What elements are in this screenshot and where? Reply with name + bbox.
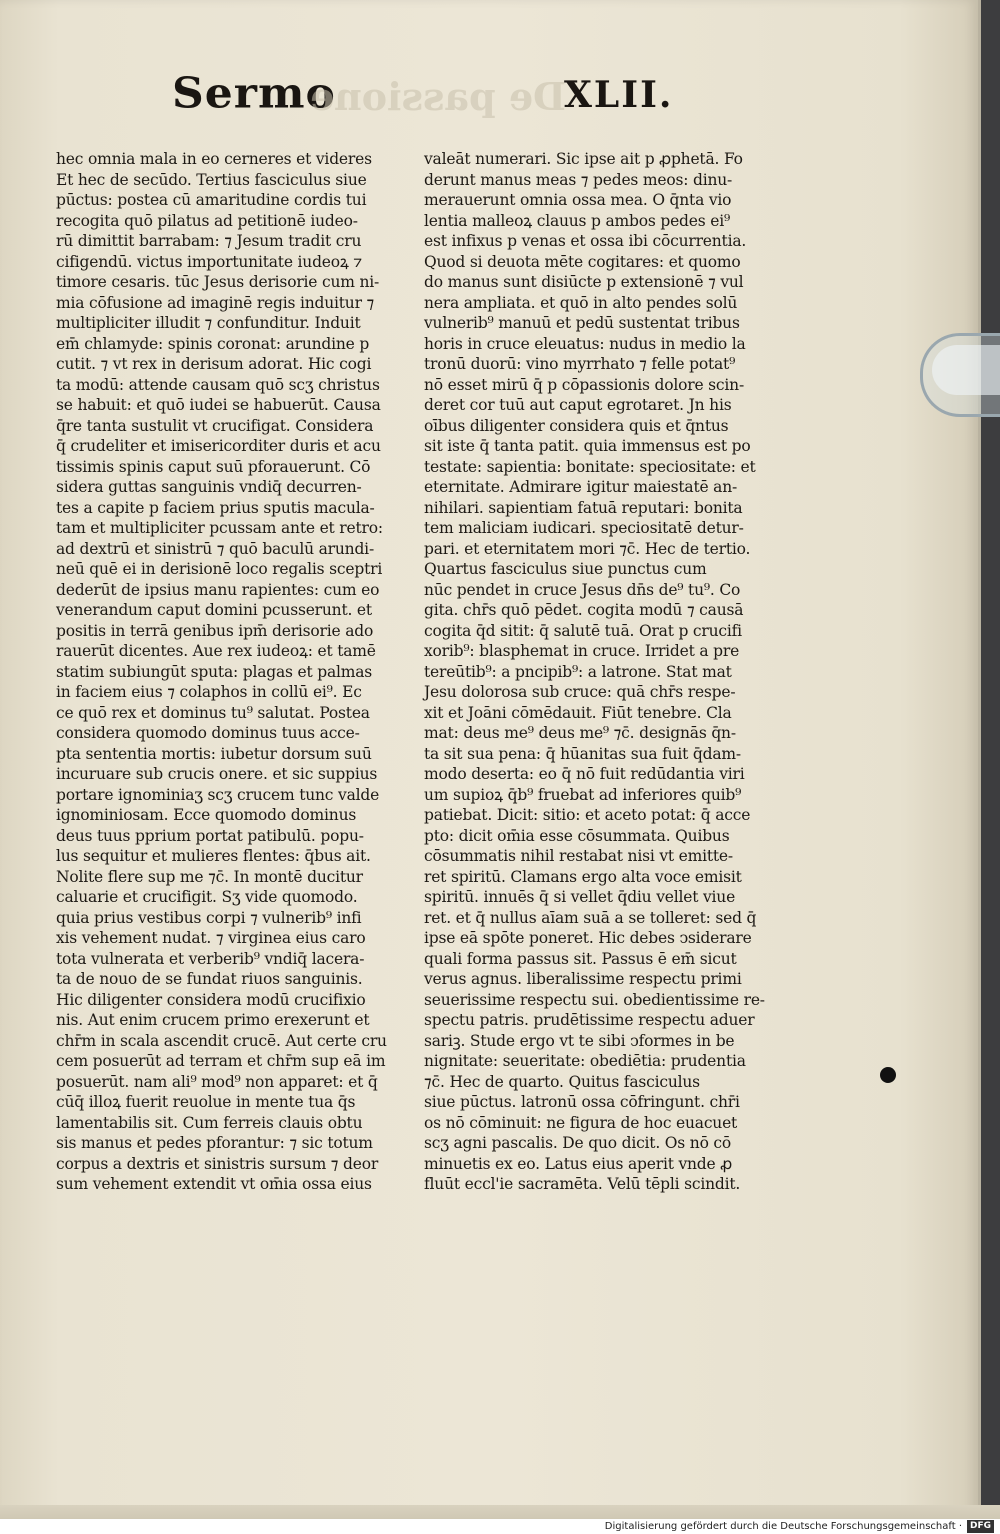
text-line: gita. chr̄s quō pēdet. cogita modū ⁊ causā <box>424 601 744 619</box>
dfg-logo: DFG <box>967 1520 994 1533</box>
text-line: tam et multipliciter pcussam ante et retro: <box>56 519 383 537</box>
text-line: cogita q̄d sitit: q̄ salutē tuā. Orat p crucifi <box>424 621 742 640</box>
text-line: lamentabilis sit. Cum ferreis clauis obtu <box>56 1113 363 1132</box>
text-line: Quod si deuota mēte cogitares: et quomo <box>424 252 741 271</box>
text-line: incuruare sub crucis onere. et sic suppius <box>56 765 378 783</box>
text-line: nihilari. sapientiam fatuā reputari: bonita <box>424 498 743 517</box>
show-through-text: De passione <box>310 74 566 119</box>
text-line: cōsummatis nihil restabat nisi vt emitte- <box>424 847 733 865</box>
text-line: siue pūctus. latronū ossa cōfringunt. chr̄i <box>424 1093 740 1111</box>
text-line: ta modū: attende causam quō scʒ christus <box>56 375 380 394</box>
text-line: pari. et eternitatem mori ⁊c̄. Hec de tertio. <box>424 539 751 558</box>
text-line: neū quē ei in derisionē loco regalis sceptri <box>56 560 383 578</box>
text-line: tota vulnerata et verberib⁹ vndiq̄ lacera- <box>56 949 365 968</box>
text-line: sum vehement extendit vt om̄ia ossa eius <box>56 1175 372 1193</box>
text-line: em̄ chlamyde: spinis coronat: arundine p <box>56 334 370 353</box>
text-line: ignominiosam. Ecce quomodo dominus <box>56 806 357 824</box>
text-line: minuetis ex eo. Latus eius aperit vnde ꝓ <box>424 1154 733 1173</box>
text-line: caluarie et crucifigit. Sʒ vide quomodo. <box>56 888 358 906</box>
text-line: q̄ crudeliter et imisericorditer duris et acu <box>56 437 381 455</box>
text-line: multipliciter illudit ⁊ confunditur. Induit <box>56 314 361 332</box>
text-line: positis in terrā genibus ipm̄ derisorie ado <box>56 621 374 640</box>
text-line: in faciem eius ⁊ colaphos in collū ei⁹. Ec <box>56 683 362 701</box>
text-line: corpus a dextris et sinistris sursum ⁊ deor <box>56 1154 379 1173</box>
text-line: spiritū. innuēs q̄ si vellet q̄diu vellet viue <box>424 888 736 906</box>
text-line: portare ignominiaʒ scʒ crucem tunc valde <box>56 785 380 804</box>
text-line: sariꝫ. Stude ergo vt te sibi ↄformes in be <box>424 1031 735 1050</box>
text-line: cutit. ⁊ vt rex in derisum adorat. Hic cogi <box>56 355 372 373</box>
text-line: ta sit sua pena: q̄ hūanitas sua fuit q̄dam- <box>424 744 741 763</box>
text-line: statim subiungūt sputa: plagas et palmas <box>56 662 373 681</box>
text-line: ad dextrū et sinistrū ⁊ quō baculū arundi- <box>56 539 374 558</box>
text-line: hec omnia mala in eo cerneres et videres <box>56 150 372 168</box>
left-text-column <box>56 149 404 1195</box>
text-line: ⁊c̄. Hec de quarto. Quitus fasciculus <box>424 1072 700 1091</box>
text-line: scʒ agni pascalis. De quo dicit. Os nō cō <box>424 1134 732 1152</box>
text-line: os nō cōminuit: ne figura de hoc euacuet <box>424 1113 738 1132</box>
running-title: Sermo <box>172 69 336 118</box>
text-line: venerandum caput domini pcusserunt. et <box>56 601 372 619</box>
text-line: q̄re tanta sustulit vt crucifigat. Considera <box>56 416 374 435</box>
text-line: ipse eā spōte poneret. Hic debes ↄsiderare <box>424 929 752 947</box>
text-line: modo deserta: eo q̄ nō fuit redūdantia viri <box>424 765 745 783</box>
text-line: tissimis spinis caput suū pforauerunt. Cō <box>56 457 371 476</box>
text-line: mat: deus me⁹ deus me⁹ ⁊c̄. designās q̄n- <box>424 724 736 742</box>
text-line: tem maliciam iudicari. speciositatē detur- <box>424 519 744 537</box>
text-line: merauerunt omnia ossa mea. O q̄nta vio <box>424 191 732 209</box>
text-line: pta sententia mortis: iubetur dorsum suū <box>56 744 372 763</box>
text-line: fluūt eccl'ie sacramēta. Velū tēpli scindit. <box>424 1175 741 1193</box>
text-line: vulnerib⁹ manuū et pedū sustentat tribus <box>424 314 740 332</box>
page-edge <box>0 1505 1000 1519</box>
page-header <box>160 68 700 118</box>
text-line: Quartus fasciculus siue punctus cum <box>424 560 707 578</box>
scan-footer <box>0 1519 1000 1534</box>
text-line: rauerūt dicentes. Aue rex iudeoꝝ: et tamē <box>56 642 376 660</box>
text-line: considera quomodo dominus tuus acce- <box>56 724 360 742</box>
text-line: um supioꝝ q̄b⁹ fruebat ad inferiores quib⁹ <box>424 785 742 804</box>
text-line: Et hec de secūdo. Tertius fasciculus siue <box>56 170 367 189</box>
text-line: pūctus: postea cū amaritudine cordis tui <box>56 191 367 209</box>
text-line: valeāt numerari. Sic ipse ait p ꝓphetā. Fo <box>424 150 743 168</box>
text-line: tronū duorū: vino myrrhato ⁊ felle potat⁹ <box>424 355 736 373</box>
text-line: patiebat. Dicit: sitio: et aceto potat: q̄ acce <box>424 806 751 824</box>
text-line: quali forma passus sit. Passus ē em̄ sicut <box>424 949 737 968</box>
text-line: mia cōfusione ad imaginē regis induitur ⁊ <box>56 293 375 312</box>
text-line: oībus diligenter considera quis et q̄ntus <box>424 416 729 435</box>
text-line: est infixus p venas et ossa ibi cōcurrentia. <box>424 232 747 250</box>
text-line: posuerūt. nam ali⁹ mod⁹ non apparet: et q̄ <box>56 1072 378 1091</box>
text-line: xit et Joāni cōmēdauit. Fiūt tenebre. Cla <box>424 703 732 722</box>
right-text-column <box>424 149 770 1195</box>
text-line: deus tuus pprium portat patibulū. popu- <box>56 826 364 845</box>
text-line: ret spiritū. Clamans ergo alta voce emisit <box>424 867 742 886</box>
text-line: ret. et q̄ nullus aīam suā a se tolleret: sed q̄ <box>424 908 757 927</box>
text-line: ce quō rex et dominus tu⁹ salutat. Postea <box>56 703 370 722</box>
text-line: cifigendū. victus importunitate iudeoꝝ ⁊ <box>56 252 363 271</box>
text-line: spectu patris. prudētissime respectu aduer <box>424 1011 755 1029</box>
text-line: tes a capite p faciem prius sputis macula- <box>56 498 375 517</box>
text-line: quia prius vestibus corpi ⁊ vulnerib⁹ infi <box>56 908 362 927</box>
text-line: deret cor tuū aut caput egrotaret. Jn his <box>424 396 732 414</box>
text-line: ta de nouo de se fundat riuos sanguinis. <box>56 970 363 988</box>
text-line: recogita quō pilatus ad petitionē iudeo- <box>56 211 358 230</box>
bookmark-tab-highlight <box>932 345 1000 395</box>
text-line: nō esset mirū q̄ p cōpassionis dolore scin- <box>424 375 744 394</box>
text-line: timore cesaris. tūc Jesus derisorie cum ni- <box>56 273 380 291</box>
text-line: nignitate: seueritate: obediētia: prudentia <box>424 1052 746 1070</box>
text-line: nis. Aut enim crucem primo erexerunt et <box>56 1011 370 1029</box>
text-line: cūq̄ illoꝝ fuerit reuolue in mente tua q̄s <box>56 1093 356 1111</box>
text-line: derunt manus meas ⁊ pedes meos: dinu- <box>424 170 733 189</box>
text-line: se habuit: et quō iudei se habuerūt. Causa <box>56 396 381 414</box>
text-line: cem posuerūt ad terram et chr̄m sup eā im <box>56 1052 386 1070</box>
text-line: chr̄m in scala ascendit crucē. Aut certe cru <box>56 1031 387 1050</box>
text-line: sidera guttas sanguinis vndiq̄ decurren- <box>56 478 362 496</box>
text-line: sis manus et pedes pforantur: ⁊ sic totum <box>56 1134 373 1152</box>
text-line: nera ampliata. et quō in alto pendes solū <box>424 293 738 312</box>
funding-credit: Digitalisierung gefördert durch die Deutsche Forschungsgemeinschaft · <box>604 1521 962 1532</box>
text-line: sit iste q̄ tanta patit. quia immensus est po <box>424 437 751 455</box>
text-line: lus sequitur et mulieres flentes: q̄bus ait. <box>56 847 371 865</box>
text-line: nūc pendet in cruce Jesus dn̄s de⁹ tu⁹. Co <box>424 580 741 599</box>
text-line: testate: sapientia: bonitate: speciositate: et <box>424 457 756 476</box>
sermon-number: XLII. <box>564 74 674 116</box>
text-line: dederūt de ipsius manu rapientes: cum eo <box>56 580 380 599</box>
page-hole <box>880 1067 896 1083</box>
text-line: rū dimittit barrabam: ⁊ Jesum tradit cru <box>56 232 362 250</box>
text-line: pto: dicit om̄ia esse cōsummata. Quibus <box>424 826 730 845</box>
text-line: Nolite flere sup me ⁊c̄. In montē ducitur <box>56 867 363 886</box>
text-line: Jesu dolorosa sub cruce: quā chr̄s respe- <box>424 683 736 701</box>
text-line: verus agnus. liberalissime respectu primi <box>424 970 742 988</box>
text-line: Hic diligenter considera modū crucifixio <box>56 990 366 1009</box>
text-line: eternitate. Admirare igitur maiestatē an- <box>424 478 738 496</box>
text-line: tereūtib⁹: a pncipib⁹: a latrone. Stat mat <box>424 662 732 681</box>
text-line: seuerissime respectu sui. obedientissime re- <box>424 990 765 1009</box>
text-line: xorib⁹: blasphemat in cruce. Irridet a pre <box>424 642 740 660</box>
text-line: xis vehement nudat. ⁊ virginea eius caro <box>56 929 366 947</box>
text-line: do manus sunt disiūcte p extensionē ⁊ vul <box>424 273 744 291</box>
text-line: horis in cruce eleuatus: nudus in medio la <box>424 334 746 353</box>
text-line: lentia malleoꝝ clauus p ambos pedes ei⁹ <box>424 211 730 230</box>
